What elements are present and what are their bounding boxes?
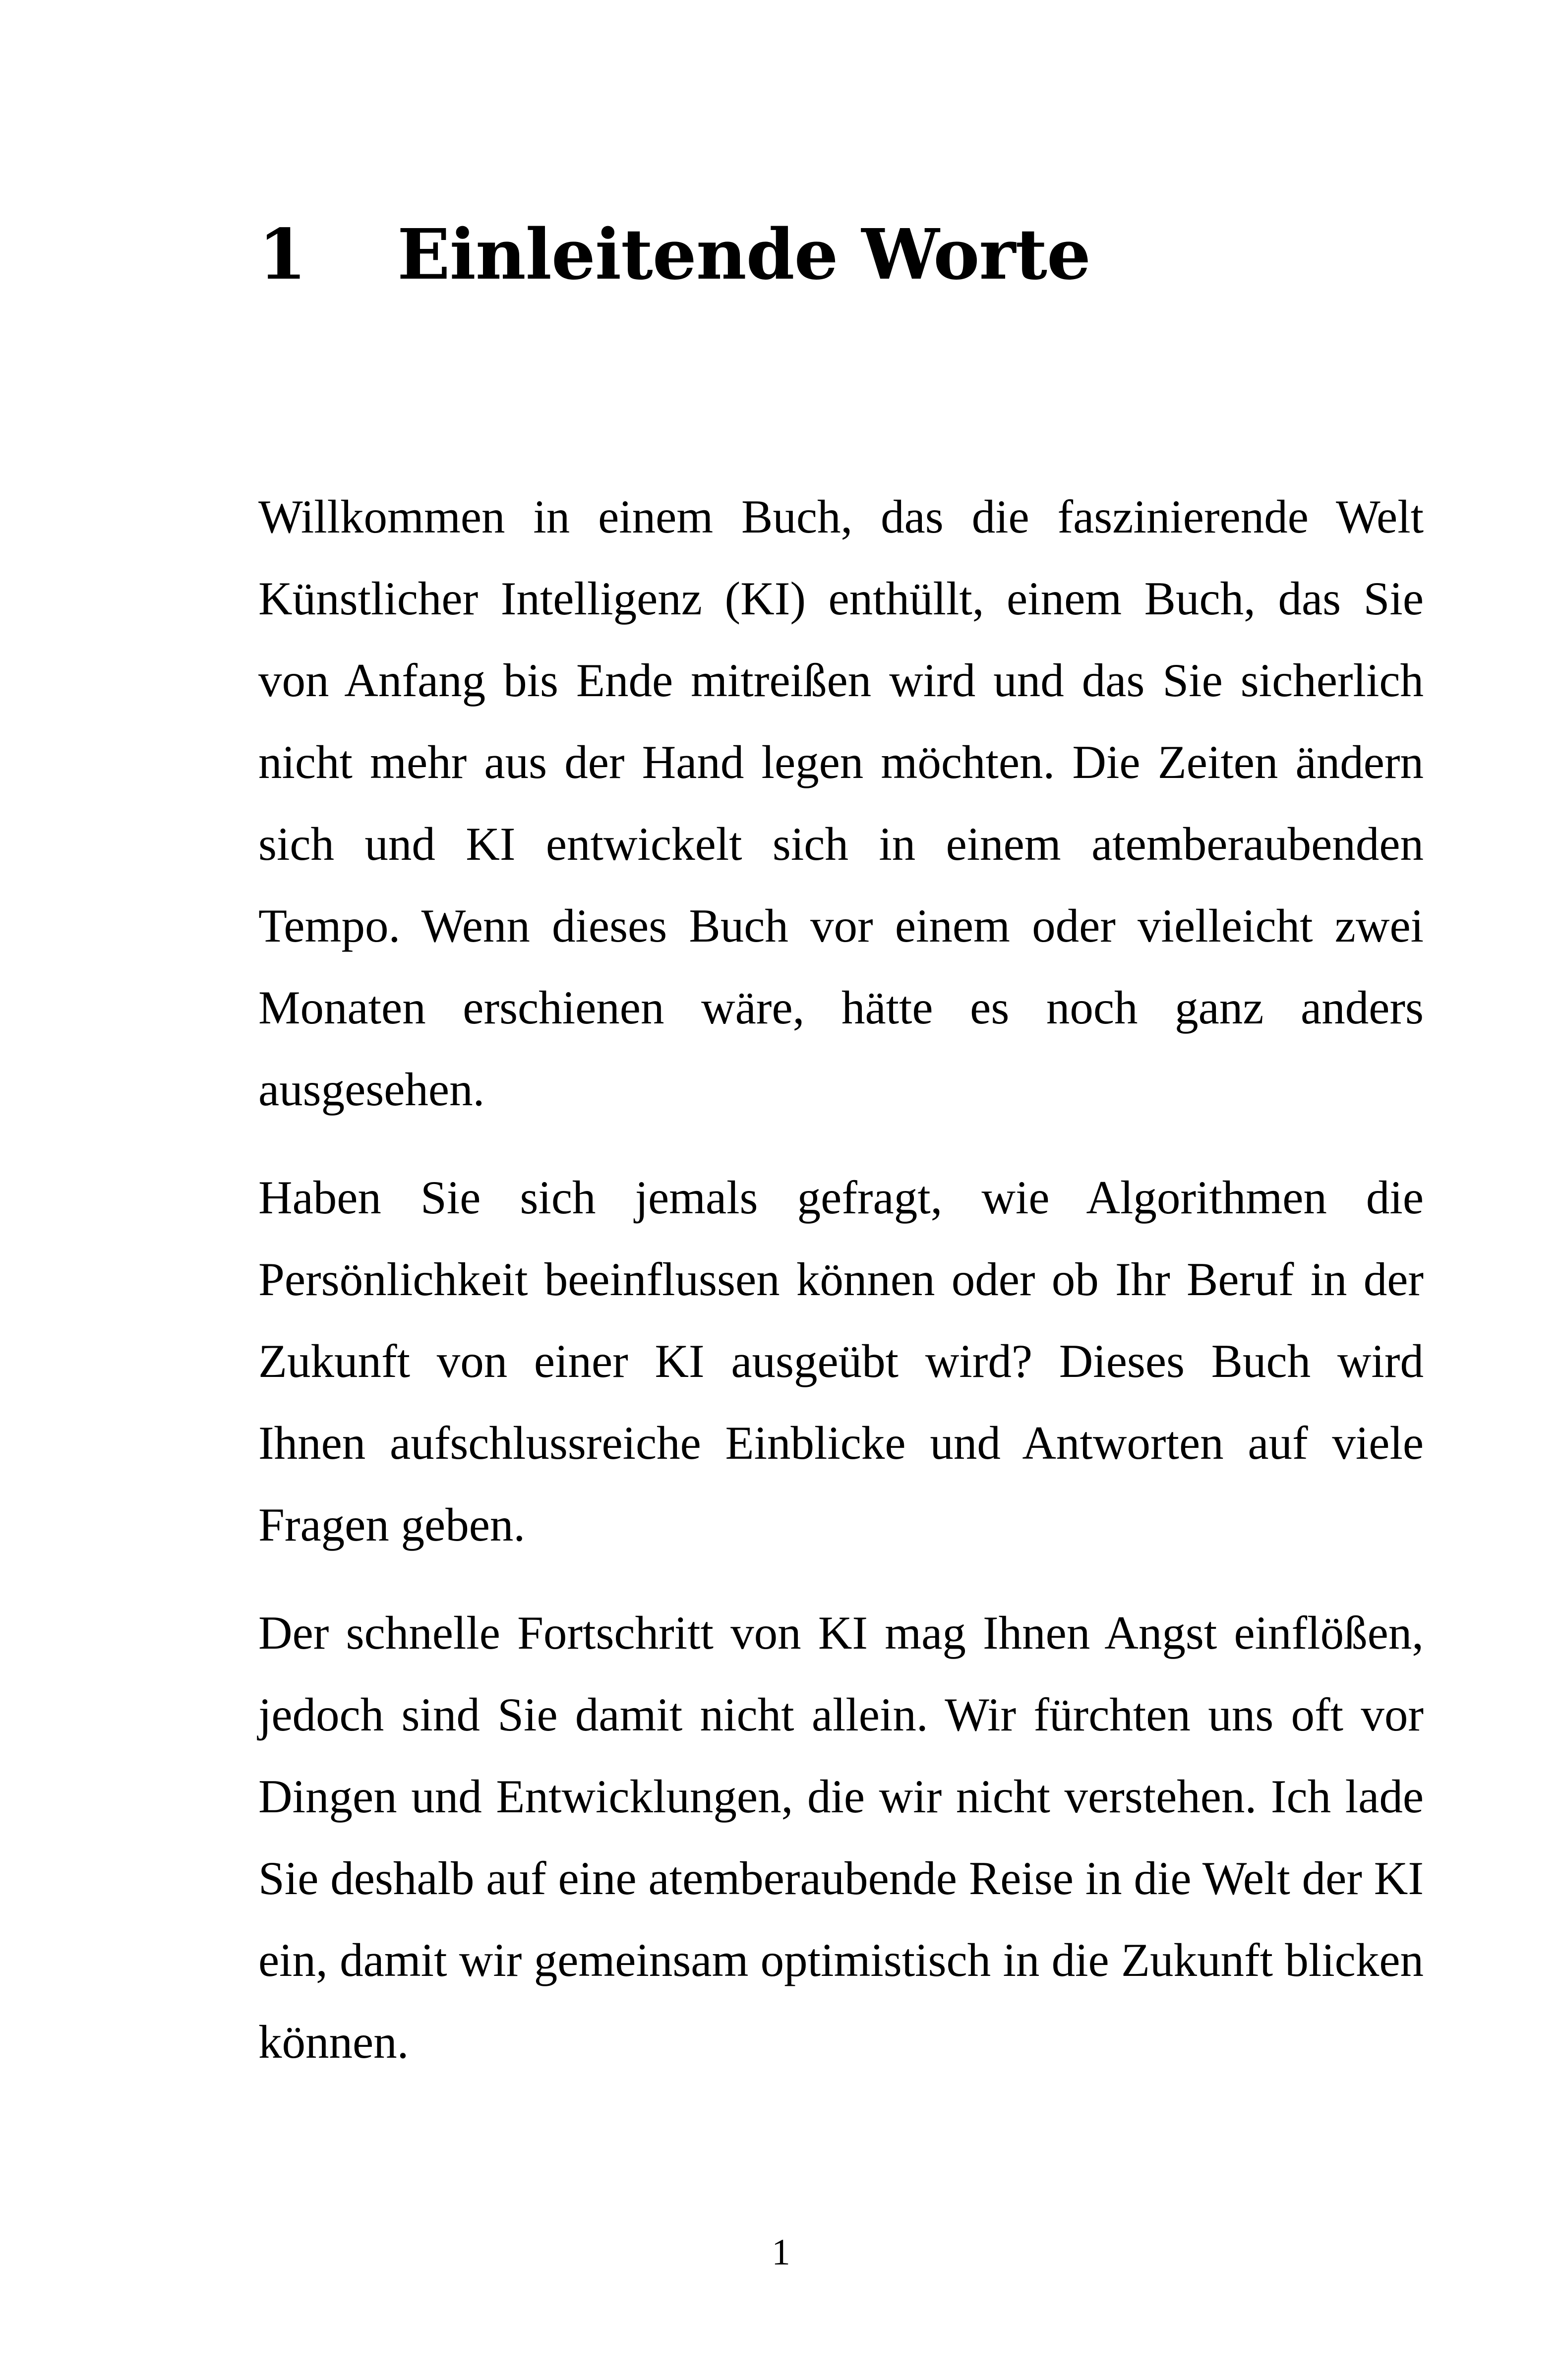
chapter-number: 1 <box>258 214 306 296</box>
chapter-heading <box>258 213 1090 297</box>
page-number: 1 <box>772 2232 790 2273</box>
paragraph-2: Haben Sie sich jemals gefragt, wie Algorithmen die Persönlichkeit beeinflussen können oder ob Ihr Beruf in der Zukunft von einer KI ausgeübt wird? Dieses Buch wird Ihnen aufschlussreiche Einblicke und Antworten auf viele Fragen geben. <box>258 1171 1424 1551</box>
paragraph-1: Willkommen in einem Buch, das die faszinierende Welt Künstlicher Intelligenz (KI) enthüllt, einem Buch, das Sie von Anfang bis Ende mitreißen wird und das Sie sicherlich nicht mehr aus der Hand legen möchten. Die Zeiten ändern sich und KI entwickelt sich in einem atemberaubenden Tempo. Wenn dieses Buch vor einem oder vielleicht zwei Monaten erschienen wäre, hätte es noch ganz anders ausgesehen. <box>258 490 1424 1116</box>
chapter-title: Einleitende Worte <box>397 214 1091 296</box>
chapter-body <box>258 476 1424 2109</box>
paragraph-3: Der schnelle Fortschritt von KI mag Ihnen Angst einflößen, jedoch sind Sie damit nicht allein. Wir fürchten uns oft vor Dingen und Entwicklungen, die wir nicht verstehen. Ich lade Sie deshalb auf eine atemberaubende Reise in die Welt der KI ein, damit wir gemeinsam optimistisch in die Zukunft blicken können. <box>258 1606 1424 2068</box>
